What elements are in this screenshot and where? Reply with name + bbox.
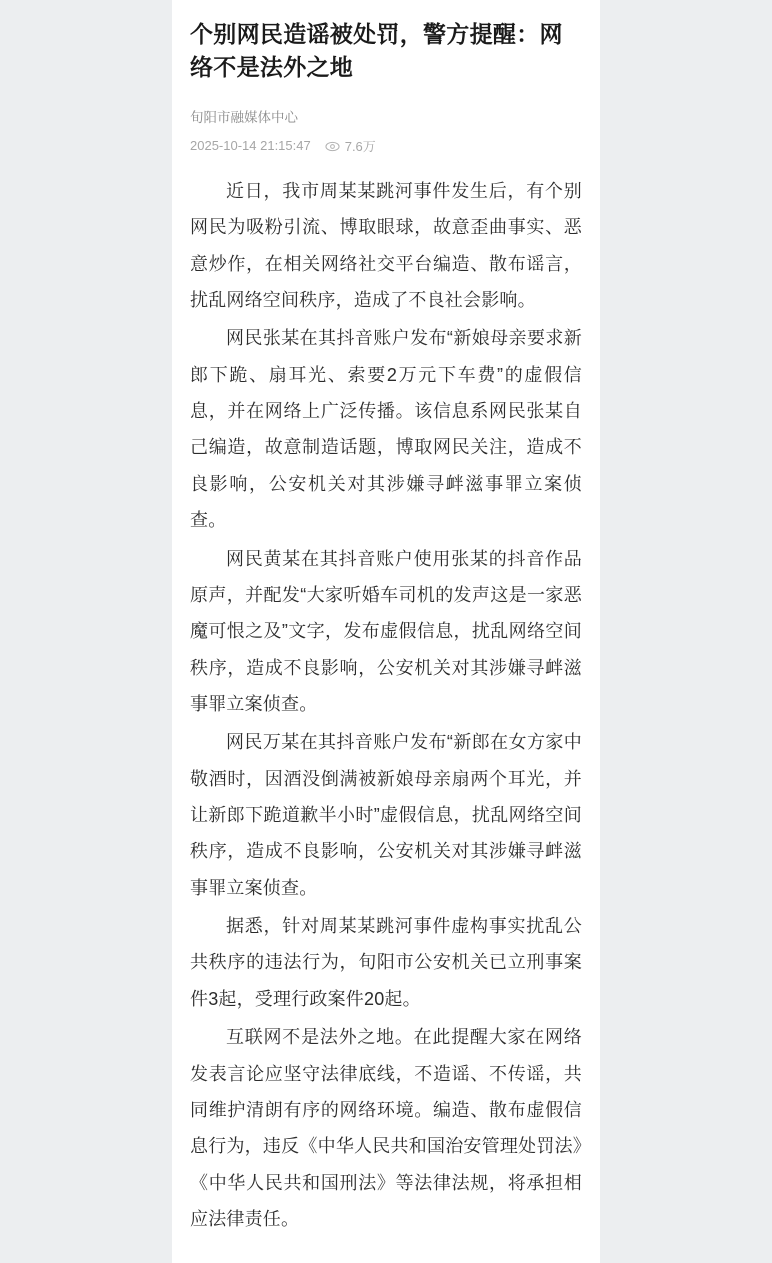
article-paragraph: 网民张某在其抖音账户发布“新娘母亲要求新郎下跪、扇耳光、索要2万元下车费”的虚假信息，并在网络上广泛传播。该信息系网民张某自己编造，故意制造话题，博取网民关注，造成不良影响，公安机关对其涉嫌寻衅滋事罪立案侦查。 [190,328,582,531]
article-paragraph: 据悉，针对周某某跳河事件虚构事实扰乱公共秩序的违法行为，旬阳市公安机关已立刑事案件3起，受理行政案件20起。 [190,916,582,1009]
page-title: 个别网民造谣被处罚，警方提醒：网络不是法外之地 [190,21,563,80]
article-source: 旬阳市融媒体中心 [190,110,298,126]
article-paragraph: 网民万某在其抖音账户发布“新郎在女方家中敬酒时，因酒没倒满被新娘母亲扇两个耳光，并让新郎下跪道歉半小时”虚假信息，扰乱网络空间秩序，造成不良影响，公安机关对其涉嫌寻衅滋事罪立案侦查。 [190,732,582,898]
article-paragraph: 近日，我市周某某跳河事件发生后，有个别网民为吸粉引流、博取眼球，故意歪曲事实、恶意炒作，在相关网络社交平台编造、散布谣言，扰乱网络空间秩序，造成了不良社会影响。 [190,180,582,310]
view-count: 7.6万 [344,138,376,154]
article-paragraph: 网民黄某在其抖音账户使用张某的抖音作品原声，并配发“大家听婚车司机的发声这是一家恶魔可恨之及”文字，发布虚假信息，扰乱网络空间秩序，造成不良影响，公安机关对其涉嫌寻衅滋事罪立案侦查。 [190,548,582,714]
article-body [190,173,582,1237]
article-meta [190,107,582,155]
article-sheet [172,0,600,1263]
meta-line [190,136,582,155]
article-timestamp: 2025-10-14 21:15:47 [190,137,311,153]
article-paragraph: 互联网不是法外之地。在此提醒大家在网络发表言论应坚守法律底线，不造谣、不传谣，共同维护清朗有序的网络环境。编造、散布虚假信息行为，违反《中华人民共和国治安管理处罚法》《中华人民共和国刑法》等法律法规，将承担相应法律责任。 [190,1027,582,1229]
view-count-group [325,136,376,155]
eye-icon [325,139,340,154]
